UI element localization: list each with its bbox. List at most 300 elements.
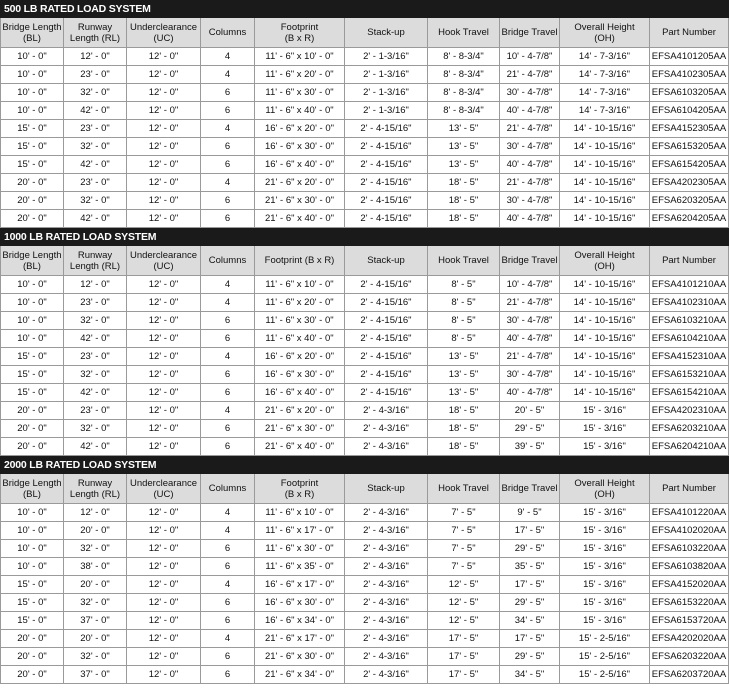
cell-part-number: EFSA6204210AA <box>650 438 729 456</box>
cell-overall-height: 14' - 7-3/16" <box>560 66 650 84</box>
cell-footprint: 21' - 6" x 40' - 0" <box>255 210 345 228</box>
cell-underclearance: 12' - 0" <box>127 174 201 192</box>
cell-bridge-travel: 34' - 5" <box>500 666 560 684</box>
cell-underclearance: 12' - 0" <box>127 504 201 522</box>
cell-footprint: 11' - 6" x 30' - 0" <box>255 312 345 330</box>
cell-columns: 4 <box>201 66 255 84</box>
cell-columns: 4 <box>201 120 255 138</box>
cell-footprint: 16' - 6" x 17' - 0" <box>255 576 345 594</box>
cell-bridge-travel: 39' - 5" <box>500 438 560 456</box>
cell-footprint: 21' - 6" x 40' - 0" <box>255 438 345 456</box>
cell-bridge-travel: 40' - 4-7/8" <box>500 330 560 348</box>
cell-part-number: EFSA6204205AA <box>650 210 729 228</box>
cell-footprint: 11' - 6" x 20' - 0" <box>255 66 345 84</box>
cell-columns: 4 <box>201 630 255 648</box>
cell-stack-up: 2' - 4-3/16" <box>345 540 428 558</box>
cell-hook-travel: 17' - 5" <box>428 666 500 684</box>
cell-bridge-length: 10' - 0" <box>0 330 64 348</box>
cell-footprint: 11' - 6" x 20' - 0" <box>255 294 345 312</box>
load-system-table <box>0 0 729 228</box>
cell-underclearance: 12' - 0" <box>127 630 201 648</box>
cell-bridge-travel: 40' - 4-7/8" <box>500 384 560 402</box>
cell-bridge-length: 20' - 0" <box>0 438 64 456</box>
cell-footprint: 16' - 6" x 30' - 0" <box>255 594 345 612</box>
column-header-hook-travel: Hook Travel <box>428 246 500 276</box>
section-title: 1000 LB RATED LOAD SYSTEM <box>0 228 729 246</box>
cell-runway-length: 23' - 0" <box>64 174 127 192</box>
cell-bridge-length: 15' - 0" <box>0 594 64 612</box>
column-header-overall-height: Overall Height (OH) <box>560 18 650 48</box>
cell-footprint: 11' - 6" x 30' - 0" <box>255 540 345 558</box>
cell-part-number: EFSA4101220AA <box>650 504 729 522</box>
cell-underclearance: 12' - 0" <box>127 540 201 558</box>
cell-underclearance: 12' - 0" <box>127 102 201 120</box>
column-header-columns: Columns <box>201 18 255 48</box>
cell-hook-travel: 18' - 5" <box>428 192 500 210</box>
cell-part-number: EFSA6153205AA <box>650 138 729 156</box>
cell-overall-height: 14' - 10-15/16" <box>560 174 650 192</box>
cell-stack-up: 2' - 4-15/16" <box>345 384 428 402</box>
cell-part-number: EFSA6153220AA <box>650 594 729 612</box>
cell-bridge-length: 10' - 0" <box>0 504 64 522</box>
cell-hook-travel: 13' - 5" <box>428 348 500 366</box>
cell-bridge-length: 20' - 0" <box>0 648 64 666</box>
cell-runway-length: 20' - 0" <box>64 522 127 540</box>
cell-overall-height: 15' - 2-5/16" <box>560 648 650 666</box>
column-header-bridge-length: Bridge Length (BL) <box>0 246 64 276</box>
cell-bridge-length: 10' - 0" <box>0 276 64 294</box>
cell-underclearance: 12' - 0" <box>127 366 201 384</box>
cell-part-number: EFSA4152310AA <box>650 348 729 366</box>
cell-runway-length: 42' - 0" <box>64 438 127 456</box>
cell-footprint: 11' - 6" x 35' - 0" <box>255 558 345 576</box>
cell-part-number: EFSA6203220AA <box>650 648 729 666</box>
cell-underclearance: 12' - 0" <box>127 348 201 366</box>
table-row <box>0 84 729 102</box>
cell-columns: 6 <box>201 330 255 348</box>
cell-bridge-length: 15' - 0" <box>0 576 64 594</box>
cell-hook-travel: 17' - 5" <box>428 648 500 666</box>
cell-hook-travel: 18' - 5" <box>428 402 500 420</box>
cell-footprint: 16' - 6" x 34' - 0" <box>255 612 345 630</box>
column-header-overall-height: Overall Height (OH) <box>560 474 650 504</box>
cell-stack-up: 2' - 4-3/16" <box>345 666 428 684</box>
cell-bridge-travel: 30' - 4-7/8" <box>500 84 560 102</box>
table-row <box>0 294 729 312</box>
cell-overall-height: 14' - 7-3/16" <box>560 84 650 102</box>
cell-overall-height: 14' - 10-15/16" <box>560 192 650 210</box>
cell-bridge-length: 20' - 0" <box>0 210 64 228</box>
table-row <box>0 192 729 210</box>
cell-bridge-length: 15' - 0" <box>0 384 64 402</box>
cell-runway-length: 32' - 0" <box>64 366 127 384</box>
cell-underclearance: 12' - 0" <box>127 666 201 684</box>
cell-footprint: 16' - 6" x 20' - 0" <box>255 348 345 366</box>
cell-runway-length: 23' - 0" <box>64 348 127 366</box>
cell-bridge-length: 20' - 0" <box>0 630 64 648</box>
table-row <box>0 666 729 684</box>
column-header-bridge-travel: Bridge Travel <box>500 246 560 276</box>
cell-footprint: 11' - 6" x 40' - 0" <box>255 102 345 120</box>
cell-footprint: 21' - 6" x 34' - 0" <box>255 666 345 684</box>
cell-runway-length: 42' - 0" <box>64 102 127 120</box>
cell-footprint: 21' - 6" x 20' - 0" <box>255 402 345 420</box>
cell-overall-height: 14' - 10-15/16" <box>560 348 650 366</box>
table-row <box>0 504 729 522</box>
cell-runway-length: 20' - 0" <box>64 630 127 648</box>
cell-overall-height: 15' - 3/16" <box>560 612 650 630</box>
cell-stack-up: 2' - 4-3/16" <box>345 594 428 612</box>
cell-bridge-travel: 21' - 4-7/8" <box>500 348 560 366</box>
table-row <box>0 402 729 420</box>
cell-footprint: 16' - 6" x 30' - 0" <box>255 138 345 156</box>
cell-hook-travel: 8' - 5" <box>428 294 500 312</box>
cell-footprint: 21' - 6" x 20' - 0" <box>255 174 345 192</box>
cell-runway-length: 23' - 0" <box>64 294 127 312</box>
cell-part-number: EFSA4102020AA <box>650 522 729 540</box>
cell-underclearance: 12' - 0" <box>127 330 201 348</box>
cell-overall-height: 14' - 10-15/16" <box>560 312 650 330</box>
column-header-part-number: Part Number <box>650 474 729 504</box>
cell-part-number: EFSA4202310AA <box>650 402 729 420</box>
cell-footprint: 11' - 6" x 10' - 0" <box>255 504 345 522</box>
cell-runway-length: 32' - 0" <box>64 420 127 438</box>
cell-part-number: EFSA6104205AA <box>650 102 729 120</box>
cell-part-number: EFSA4202020AA <box>650 630 729 648</box>
cell-hook-travel: 8' - 8-3/4" <box>428 84 500 102</box>
cell-overall-height: 15' - 3/16" <box>560 540 650 558</box>
cell-hook-travel: 17' - 5" <box>428 630 500 648</box>
cell-runway-length: 20' - 0" <box>64 576 127 594</box>
cell-overall-height: 15' - 3/16" <box>560 438 650 456</box>
column-header-underclearance: Underclearance (UC) <box>127 474 201 504</box>
table-row <box>0 174 729 192</box>
cell-columns: 6 <box>201 156 255 174</box>
table-row <box>0 522 729 540</box>
cell-footprint: 16' - 6" x 40' - 0" <box>255 384 345 402</box>
cell-overall-height: 14' - 10-15/16" <box>560 330 650 348</box>
cell-bridge-length: 10' - 0" <box>0 312 64 330</box>
cell-columns: 4 <box>201 402 255 420</box>
cell-footprint: 16' - 6" x 30' - 0" <box>255 366 345 384</box>
column-header-columns: Columns <box>201 246 255 276</box>
cell-bridge-length: 20' - 0" <box>0 192 64 210</box>
cell-columns: 4 <box>201 48 255 66</box>
cell-bridge-length: 15' - 0" <box>0 348 64 366</box>
cell-overall-height: 15' - 3/16" <box>560 420 650 438</box>
cell-bridge-length: 10' - 0" <box>0 540 64 558</box>
table-row <box>0 366 729 384</box>
cell-bridge-travel: 17' - 5" <box>500 576 560 594</box>
cell-columns: 6 <box>201 420 255 438</box>
cell-bridge-length: 15' - 0" <box>0 366 64 384</box>
cell-part-number: EFSA6154210AA <box>650 384 729 402</box>
cell-bridge-length: 15' - 0" <box>0 138 64 156</box>
column-header-underclearance: Underclearance (UC) <box>127 246 201 276</box>
cell-columns: 6 <box>201 438 255 456</box>
cell-columns: 6 <box>201 312 255 330</box>
table-row <box>0 576 729 594</box>
column-header-runway-length: Runway Length (RL) <box>64 474 127 504</box>
cell-stack-up: 2' - 4-3/16" <box>345 612 428 630</box>
cell-runway-length: 42' - 0" <box>64 156 127 174</box>
cell-columns: 4 <box>201 348 255 366</box>
header-row <box>0 474 729 504</box>
cell-footprint: 11' - 6" x 10' - 0" <box>255 276 345 294</box>
header-row <box>0 246 729 276</box>
cell-runway-length: 37' - 0" <box>64 612 127 630</box>
cell-runway-length: 42' - 0" <box>64 384 127 402</box>
cell-underclearance: 12' - 0" <box>127 612 201 630</box>
table-row <box>0 540 729 558</box>
load-system-table <box>0 456 729 684</box>
cell-hook-travel: 8' - 5" <box>428 312 500 330</box>
cell-underclearance: 12' - 0" <box>127 84 201 102</box>
column-header-footprint: Footprint (B x R) <box>255 18 345 48</box>
cell-stack-up: 2' - 4-15/16" <box>345 210 428 228</box>
cell-stack-up: 2' - 1-3/16" <box>345 48 428 66</box>
cell-bridge-length: 10' - 0" <box>0 522 64 540</box>
cell-hook-travel: 8' - 8-3/4" <box>428 102 500 120</box>
cell-stack-up: 2' - 4-15/16" <box>345 156 428 174</box>
cell-hook-travel: 8' - 8-3/4" <box>428 48 500 66</box>
cell-hook-travel: 12' - 5" <box>428 594 500 612</box>
cell-hook-travel: 7' - 5" <box>428 504 500 522</box>
table-row <box>0 420 729 438</box>
cell-stack-up: 2' - 4-3/16" <box>345 522 428 540</box>
cell-footprint: 11' - 6" x 40' - 0" <box>255 330 345 348</box>
cell-hook-travel: 13' - 5" <box>428 156 500 174</box>
cell-underclearance: 12' - 0" <box>127 120 201 138</box>
cell-bridge-travel: 29' - 5" <box>500 420 560 438</box>
cell-footprint: 11' - 6" x 17' - 0" <box>255 522 345 540</box>
table-row <box>0 138 729 156</box>
cell-bridge-travel: 34' - 5" <box>500 612 560 630</box>
cell-stack-up: 2' - 4-15/16" <box>345 348 428 366</box>
cell-bridge-travel: 29' - 5" <box>500 648 560 666</box>
cell-overall-height: 14' - 7-3/16" <box>560 102 650 120</box>
column-header-underclearance: Underclearance (UC) <box>127 18 201 48</box>
cell-bridge-length: 15' - 0" <box>0 612 64 630</box>
cell-stack-up: 2' - 4-15/16" <box>345 276 428 294</box>
cell-bridge-travel: 21' - 4-7/8" <box>500 120 560 138</box>
cell-hook-travel: 7' - 5" <box>428 540 500 558</box>
cell-bridge-length: 10' - 0" <box>0 102 64 120</box>
cell-hook-travel: 8' - 8-3/4" <box>428 66 500 84</box>
cell-columns: 6 <box>201 612 255 630</box>
cell-underclearance: 12' - 0" <box>127 522 201 540</box>
cell-part-number: EFSA6104210AA <box>650 330 729 348</box>
table-row <box>0 276 729 294</box>
cell-columns: 6 <box>201 102 255 120</box>
cell-part-number: EFSA4102305AA <box>650 66 729 84</box>
cell-part-number: EFSA4102310AA <box>650 294 729 312</box>
table-row <box>0 630 729 648</box>
cell-part-number: EFSA6103820AA <box>650 558 729 576</box>
table-row <box>0 210 729 228</box>
column-header-hook-travel: Hook Travel <box>428 474 500 504</box>
cell-runway-length: 32' - 0" <box>64 540 127 558</box>
cell-stack-up: 2' - 4-3/16" <box>345 576 428 594</box>
cell-underclearance: 12' - 0" <box>127 156 201 174</box>
cell-underclearance: 12' - 0" <box>127 312 201 330</box>
table-row <box>0 612 729 630</box>
cell-stack-up: 2' - 4-3/16" <box>345 438 428 456</box>
table-row <box>0 102 729 120</box>
cell-underclearance: 12' - 0" <box>127 558 201 576</box>
cell-runway-length: 23' - 0" <box>64 120 127 138</box>
cell-bridge-travel: 30' - 4-7/8" <box>500 312 560 330</box>
table-row <box>0 312 729 330</box>
cell-part-number: EFSA4101210AA <box>650 276 729 294</box>
cell-runway-length: 38' - 0" <box>64 558 127 576</box>
cell-columns: 4 <box>201 276 255 294</box>
cell-overall-height: 15' - 3/16" <box>560 576 650 594</box>
cell-stack-up: 2' - 4-15/16" <box>345 366 428 384</box>
cell-overall-height: 15' - 3/16" <box>560 558 650 576</box>
table-row <box>0 648 729 666</box>
cell-part-number: EFSA6153720AA <box>650 612 729 630</box>
cell-overall-height: 14' - 10-15/16" <box>560 138 650 156</box>
cell-hook-travel: 12' - 5" <box>428 576 500 594</box>
cell-columns: 6 <box>201 210 255 228</box>
cell-overall-height: 14' - 10-15/16" <box>560 276 650 294</box>
cell-hook-travel: 8' - 5" <box>428 330 500 348</box>
table-row <box>0 156 729 174</box>
cell-footprint: 11' - 6" x 10' - 0" <box>255 48 345 66</box>
cell-runway-length: 32' - 0" <box>64 84 127 102</box>
cell-hook-travel: 13' - 5" <box>428 384 500 402</box>
cell-underclearance: 12' - 0" <box>127 402 201 420</box>
cell-stack-up: 2' - 4-3/16" <box>345 504 428 522</box>
cell-runway-length: 42' - 0" <box>64 210 127 228</box>
cell-runway-length: 12' - 0" <box>64 504 127 522</box>
table-row <box>0 438 729 456</box>
cell-overall-height: 15' - 3/16" <box>560 402 650 420</box>
header-row <box>0 18 729 48</box>
cell-part-number: EFSA6103205AA <box>650 84 729 102</box>
cell-underclearance: 12' - 0" <box>127 66 201 84</box>
cell-bridge-length: 15' - 0" <box>0 156 64 174</box>
cell-bridge-length: 15' - 0" <box>0 120 64 138</box>
cell-footprint: 11' - 6" x 30' - 0" <box>255 84 345 102</box>
column-header-stack-up: Stack-up <box>345 18 428 48</box>
column-header-stack-up: Stack-up <box>345 246 428 276</box>
cell-bridge-travel: 40' - 4-7/8" <box>500 102 560 120</box>
cell-hook-travel: 18' - 5" <box>428 438 500 456</box>
cell-hook-travel: 18' - 5" <box>428 174 500 192</box>
section-title: 500 LB RATED LOAD SYSTEM <box>0 0 729 18</box>
table-row <box>0 558 729 576</box>
cell-columns: 6 <box>201 594 255 612</box>
cell-footprint: 21' - 6" x 30' - 0" <box>255 192 345 210</box>
column-header-bridge-length: Bridge Length (BL) <box>0 474 64 504</box>
cell-columns: 4 <box>201 576 255 594</box>
column-header-footprint: Footprint (B x R) <box>255 246 345 276</box>
cell-columns: 6 <box>201 666 255 684</box>
cell-overall-height: 14' - 7-3/16" <box>560 48 650 66</box>
cell-part-number: EFSA6203210AA <box>650 420 729 438</box>
cell-runway-length: 32' - 0" <box>64 648 127 666</box>
cell-hook-travel: 12' - 5" <box>428 612 500 630</box>
cell-hook-travel: 8' - 5" <box>428 276 500 294</box>
column-header-runway-length: Runway Length (RL) <box>64 18 127 48</box>
cell-stack-up: 2' - 4-15/16" <box>345 192 428 210</box>
section-title: 2000 LB RATED LOAD SYSTEM <box>0 456 729 474</box>
cell-bridge-length: 10' - 0" <box>0 558 64 576</box>
cell-part-number: EFSA4202305AA <box>650 174 729 192</box>
cell-stack-up: 2' - 4-3/16" <box>345 558 428 576</box>
cell-footprint: 21' - 6" x 17' - 0" <box>255 630 345 648</box>
cell-stack-up: 2' - 4-15/16" <box>345 174 428 192</box>
cell-overall-height: 14' - 10-15/16" <box>560 366 650 384</box>
cell-underclearance: 12' - 0" <box>127 276 201 294</box>
cell-overall-height: 14' - 10-15/16" <box>560 210 650 228</box>
cell-overall-height: 15' - 3/16" <box>560 504 650 522</box>
cell-stack-up: 2' - 4-15/16" <box>345 120 428 138</box>
column-header-footprint: Footprint (B x R) <box>255 474 345 504</box>
cell-footprint: 16' - 6" x 20' - 0" <box>255 120 345 138</box>
cell-bridge-length: 20' - 0" <box>0 402 64 420</box>
cell-bridge-length: 20' - 0" <box>0 174 64 192</box>
cell-bridge-travel: 21' - 4-7/8" <box>500 294 560 312</box>
cell-footprint: 16' - 6" x 40' - 0" <box>255 156 345 174</box>
cell-part-number: EFSA4101205AA <box>650 48 729 66</box>
cell-underclearance: 12' - 0" <box>127 48 201 66</box>
column-header-overall-height: Overall Height (OH) <box>560 246 650 276</box>
cell-columns: 6 <box>201 366 255 384</box>
cell-underclearance: 12' - 0" <box>127 576 201 594</box>
cell-columns: 6 <box>201 138 255 156</box>
cell-bridge-travel: 40' - 4-7/8" <box>500 156 560 174</box>
column-header-bridge-travel: Bridge Travel <box>500 18 560 48</box>
cell-stack-up: 2' - 4-3/16" <box>345 630 428 648</box>
cell-underclearance: 12' - 0" <box>127 438 201 456</box>
cell-bridge-travel: 29' - 5" <box>500 594 560 612</box>
table-row <box>0 330 729 348</box>
cell-runway-length: 23' - 0" <box>64 66 127 84</box>
cell-runway-length: 12' - 0" <box>64 48 127 66</box>
table-row <box>0 66 729 84</box>
table-row <box>0 384 729 402</box>
cell-bridge-travel: 17' - 5" <box>500 522 560 540</box>
cell-overall-height: 14' - 10-15/16" <box>560 294 650 312</box>
cell-columns: 6 <box>201 84 255 102</box>
cell-hook-travel: 13' - 5" <box>428 120 500 138</box>
cell-runway-length: 32' - 0" <box>64 312 127 330</box>
cell-bridge-travel: 21' - 4-7/8" <box>500 174 560 192</box>
cell-hook-travel: 7' - 5" <box>428 522 500 540</box>
cell-part-number: EFSA6154205AA <box>650 156 729 174</box>
cell-underclearance: 12' - 0" <box>127 594 201 612</box>
cell-hook-travel: 18' - 5" <box>428 210 500 228</box>
cell-bridge-travel: 9' - 5" <box>500 504 560 522</box>
table-row <box>0 594 729 612</box>
cell-underclearance: 12' - 0" <box>127 210 201 228</box>
cell-bridge-length: 10' - 0" <box>0 66 64 84</box>
cell-columns: 6 <box>201 384 255 402</box>
cell-part-number: EFSA4152305AA <box>650 120 729 138</box>
cell-stack-up: 2' - 4-15/16" <box>345 138 428 156</box>
column-header-bridge-travel: Bridge Travel <box>500 474 560 504</box>
cell-hook-travel: 7' - 5" <box>428 558 500 576</box>
cell-columns: 4 <box>201 174 255 192</box>
cell-overall-height: 15' - 2-5/16" <box>560 666 650 684</box>
table-row <box>0 48 729 66</box>
cell-part-number: EFSA6203205AA <box>650 192 729 210</box>
cell-bridge-length: 10' - 0" <box>0 84 64 102</box>
cell-stack-up: 2' - 1-3/16" <box>345 66 428 84</box>
